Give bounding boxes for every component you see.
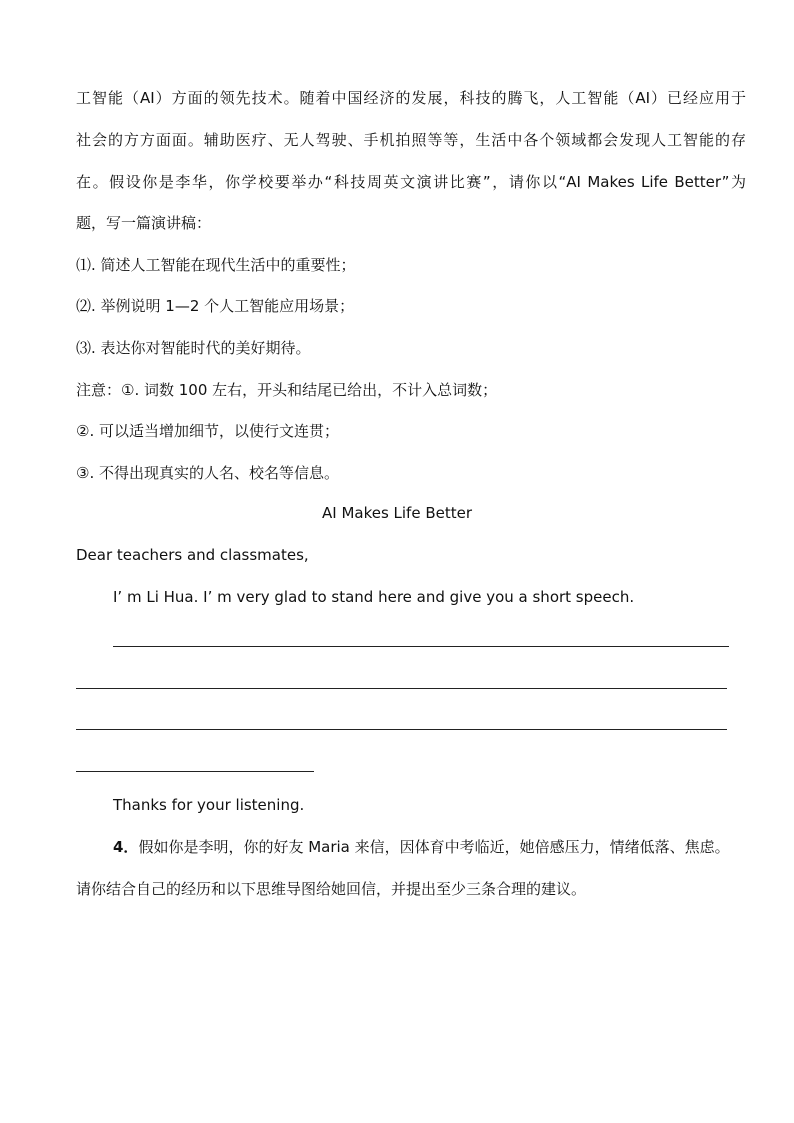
requirement-1: ⑴. 简述人工智能在现代生活中的重要性； bbox=[76, 256, 356, 274]
paragraph-line-4: 题，写一篇演讲稿： bbox=[76, 214, 212, 232]
question-4-line-2: 请你结合自己的经历和以下思维导图给她回信，并提出至少三条合理的建议。 bbox=[76, 880, 587, 898]
question-4-line-1 bbox=[113, 837, 730, 857]
essay-closing: Thanks for your listening. bbox=[113, 796, 305, 814]
paragraph-line-2: 社会的方方面面。辅助医疗、无人驾驶、手机拍照等等，生活中各个领域都会发现人工智能的存 bbox=[76, 131, 746, 149]
writing-line-2[interactable] bbox=[76, 688, 727, 689]
paragraph-line-1: 工智能（AI）方面的领先技术。随着中国经济的发展，科技的腾飞，人工智能（AI）已经应用于 bbox=[76, 89, 746, 107]
question-4-text: 假如你是李明，你的好友 Maria 来信，因体育中考临近，她倍感压力，情绪低落、焦虑。 bbox=[138, 838, 730, 856]
writing-line-4[interactable] bbox=[76, 771, 314, 772]
requirement-3: ⑶. 表达你对智能时代的美好期待。 bbox=[76, 339, 311, 357]
writing-line-3[interactable] bbox=[76, 729, 727, 730]
essay-title: AI Makes Life Better bbox=[321, 504, 473, 522]
essay-opening: I’ m Li Hua. I’ m very glad to stand here and give you a short speech. bbox=[113, 588, 635, 606]
note-2: ②. 可以适当增加细节，以使行文连贯； bbox=[76, 422, 339, 440]
requirement-2: ⑵. 举例说明 1—2 个人工智能应用场景； bbox=[76, 297, 355, 315]
note-1: 注意：①. 词数 100 左右，开头和结尾已给出，不计入总词数； bbox=[76, 381, 498, 399]
note-3: ③. 不得出现真实的人名、校名等信息。 bbox=[76, 464, 339, 482]
writing-line-1[interactable] bbox=[113, 646, 729, 647]
paragraph-line-3: 在。假设你是李华，你学校要举办“科技周英文演讲比赛”，请你以“AI Makes Life Better”为 bbox=[76, 173, 746, 191]
essay-greeting: Dear teachers and classmates, bbox=[76, 546, 309, 564]
question-number: 4． bbox=[113, 838, 139, 856]
